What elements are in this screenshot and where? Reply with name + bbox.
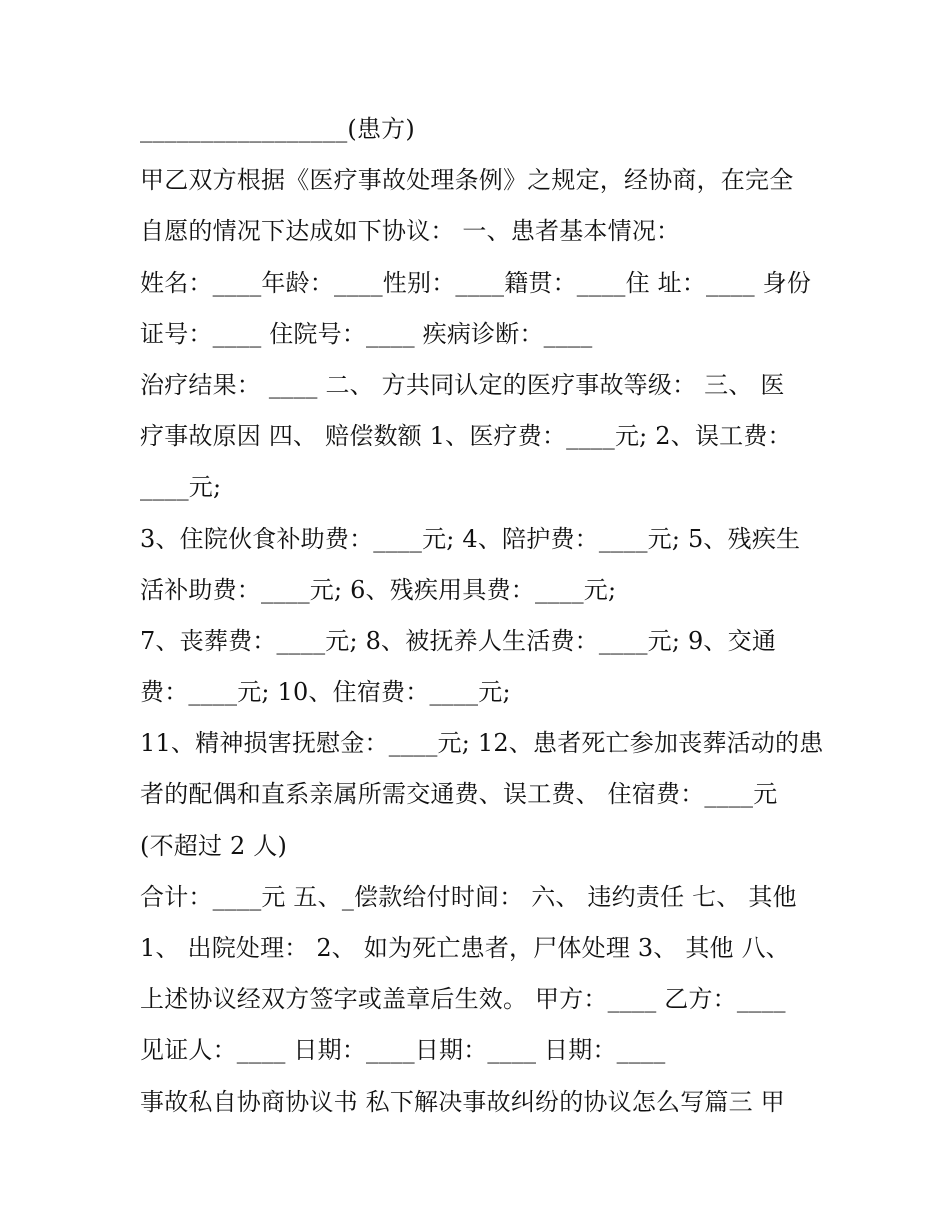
- text-line: 证号：____ 住院号：____ 疾病诊断：____: [140, 319, 593, 348]
- text-line: 者的配偶和直系亲属所需交通费、误工费、 住宿费：____元: [140, 780, 778, 809]
- text-line: 治疗结果： ____ 二、 方共同认定的医疗事故等级： 三、 医: [140, 370, 785, 399]
- section-heading-line: 事故私自协商协议书 私下解决事故纠纷的协议怎么写篇三 甲: [140, 1087, 785, 1116]
- text-line: 费：____元; 10、住宿费：____元;: [140, 678, 511, 707]
- text-line: 活补助费：____元; 6、残疾用具费：____元;: [140, 575, 617, 604]
- text-line: 3、住院伙食补助费：____元; 4、陪护费：____元; 5、残疾生: [140, 524, 801, 553]
- agreement-body: [140, 104, 824, 1128]
- text-line: 姓名：____年龄：____性别：____籍贯：____住 址：____ 身份: [140, 268, 812, 297]
- text-line: 1、 出院处理： 2、 如为死亡患者，尸体处理 3、 其他 八、: [140, 934, 790, 962]
- text-line: 7、丧葬费：____元; 8、被抚养人生活费：____元; 9、交通: [140, 626, 777, 655]
- text-line: 合计：____元 五、_偿款给付时间： 六、 违约责任 七、 其他: [140, 882, 797, 911]
- text-line: (不超过 2 人): [140, 831, 288, 860]
- text-line: ____元;: [140, 473, 222, 502]
- patient-party-line: _________________(患方): [140, 115, 415, 143]
- text-line: 疗事故原因 四、 赔偿数额 1、医疗费：____元; 2、误工费：: [140, 422, 792, 451]
- text-line: 11、精神损害抚慰金：____元; 12、患者死亡参加丧葬活动的患: [140, 729, 824, 758]
- text-line: 上述协议经双方签字或盖章后生效。 甲方：____ 乙方：____: [140, 985, 786, 1014]
- signature-date-line: 见证人：____ 日期：____日期：____ 日期：____: [140, 1036, 666, 1065]
- text-line: 甲乙双方根据《医疗事故处理条例》之规定，经协商，在完全: [140, 166, 794, 195]
- text-line: 自愿的情况下达成如下协议： 一、患者基本情况：: [140, 217, 681, 246]
